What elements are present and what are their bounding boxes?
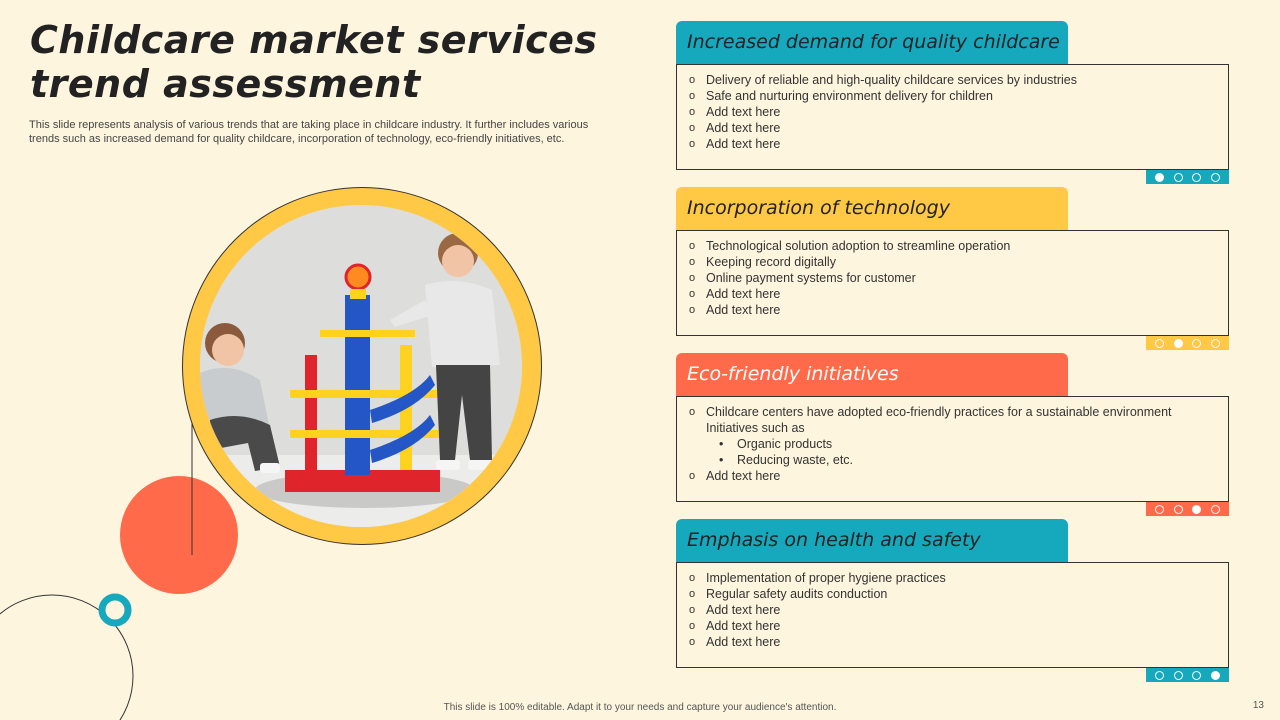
list-item: o Safe and nurturing environment delivery for children: [689, 88, 1218, 104]
pagination-dots: [1146, 336, 1229, 350]
pagination-dots: [1146, 668, 1229, 682]
pagination-dot-active: [1174, 339, 1183, 348]
pagination-dot: [1211, 339, 1220, 348]
pagination-dot: [1211, 173, 1220, 182]
pagination-dot: [1192, 339, 1201, 348]
sub-list-item: • Organic products: [689, 436, 1218, 452]
card-list: [689, 72, 1218, 152]
list-item: o Childcare centers have adopted eco-friendly practices for a sustainable environment: [689, 404, 1218, 420]
pagination-dot: [1174, 173, 1183, 182]
children-playing-photo: [200, 205, 522, 527]
list-item: o Add text here: [689, 136, 1218, 152]
pagination-dot: [1155, 505, 1164, 514]
pagination-dot: [1192, 671, 1201, 680]
pagination-dot: [1155, 671, 1164, 680]
list-item: o Regular safety audits conduction: [689, 586, 1218, 602]
card-title: Increased demand for quality childcare: [676, 21, 1068, 64]
footer-note: This slide is 100% editable. Adapt it to your needs and capture your audience's attention.: [443, 702, 837, 713]
coral-circle: [120, 476, 238, 594]
card-list: [689, 404, 1218, 484]
pagination-dot: [1155, 339, 1164, 348]
pagination-dots: [1146, 170, 1229, 184]
list-item: o Technological solution adoption to streamline operation: [689, 238, 1218, 254]
list-item: o Add text here: [689, 618, 1218, 634]
card-body: [676, 64, 1229, 170]
card-title: Eco-friendly initiatives: [676, 353, 1068, 396]
card-list: [689, 238, 1218, 318]
teal-ring: [102, 597, 128, 623]
list-item: o Add text here: [689, 602, 1218, 618]
pagination-dot-active: [1211, 671, 1220, 680]
list-item: o Keeping record digitally: [689, 254, 1218, 270]
card-list: [689, 570, 1218, 650]
page-number: 13: [1252, 700, 1264, 711]
pagination-dot: [1174, 505, 1183, 514]
pagination-dot: [1211, 505, 1220, 514]
card-body: [676, 396, 1229, 502]
sub-list-item: • Reducing waste, etc.: [689, 452, 1218, 468]
card-body: [676, 562, 1229, 668]
pagination-dots: [1146, 502, 1229, 516]
slide-subtitle: This slide represents analysis of various trends that are taking place in childcare industry. It further includes various trends such as increased demand for quality childcare, incorporation of technology, eco-friendly initiatives, etc.: [29, 119, 589, 145]
list-item: o Online payment systems for customer: [689, 270, 1218, 286]
list-item: o Add text here: [689, 104, 1218, 120]
list-item: o Add text here: [689, 286, 1218, 302]
list-item: o Add text here: [689, 302, 1218, 318]
pagination-dot-active: [1155, 173, 1164, 182]
pagination-dot: [1192, 173, 1201, 182]
list-item: o Add text here: [689, 634, 1218, 650]
list-item: o Add text here: [689, 468, 1218, 484]
pagination-dot-active: [1192, 505, 1201, 514]
list-item: o Implementation of proper hygiene practices: [689, 570, 1218, 586]
pagination-dot: [1174, 671, 1183, 680]
card-title: Emphasis on health and safety: [676, 519, 1068, 562]
list-item: o Add text here: [689, 120, 1218, 136]
list-item: o Delivery of reliable and high-quality childcare services by industries: [689, 72, 1218, 88]
card-body: [676, 230, 1229, 336]
list-item: Initiatives such as: [706, 421, 805, 435]
slide-title: Childcare market services trend assessment: [30, 18, 598, 106]
card-title: Incorporation of technology: [676, 187, 1068, 230]
